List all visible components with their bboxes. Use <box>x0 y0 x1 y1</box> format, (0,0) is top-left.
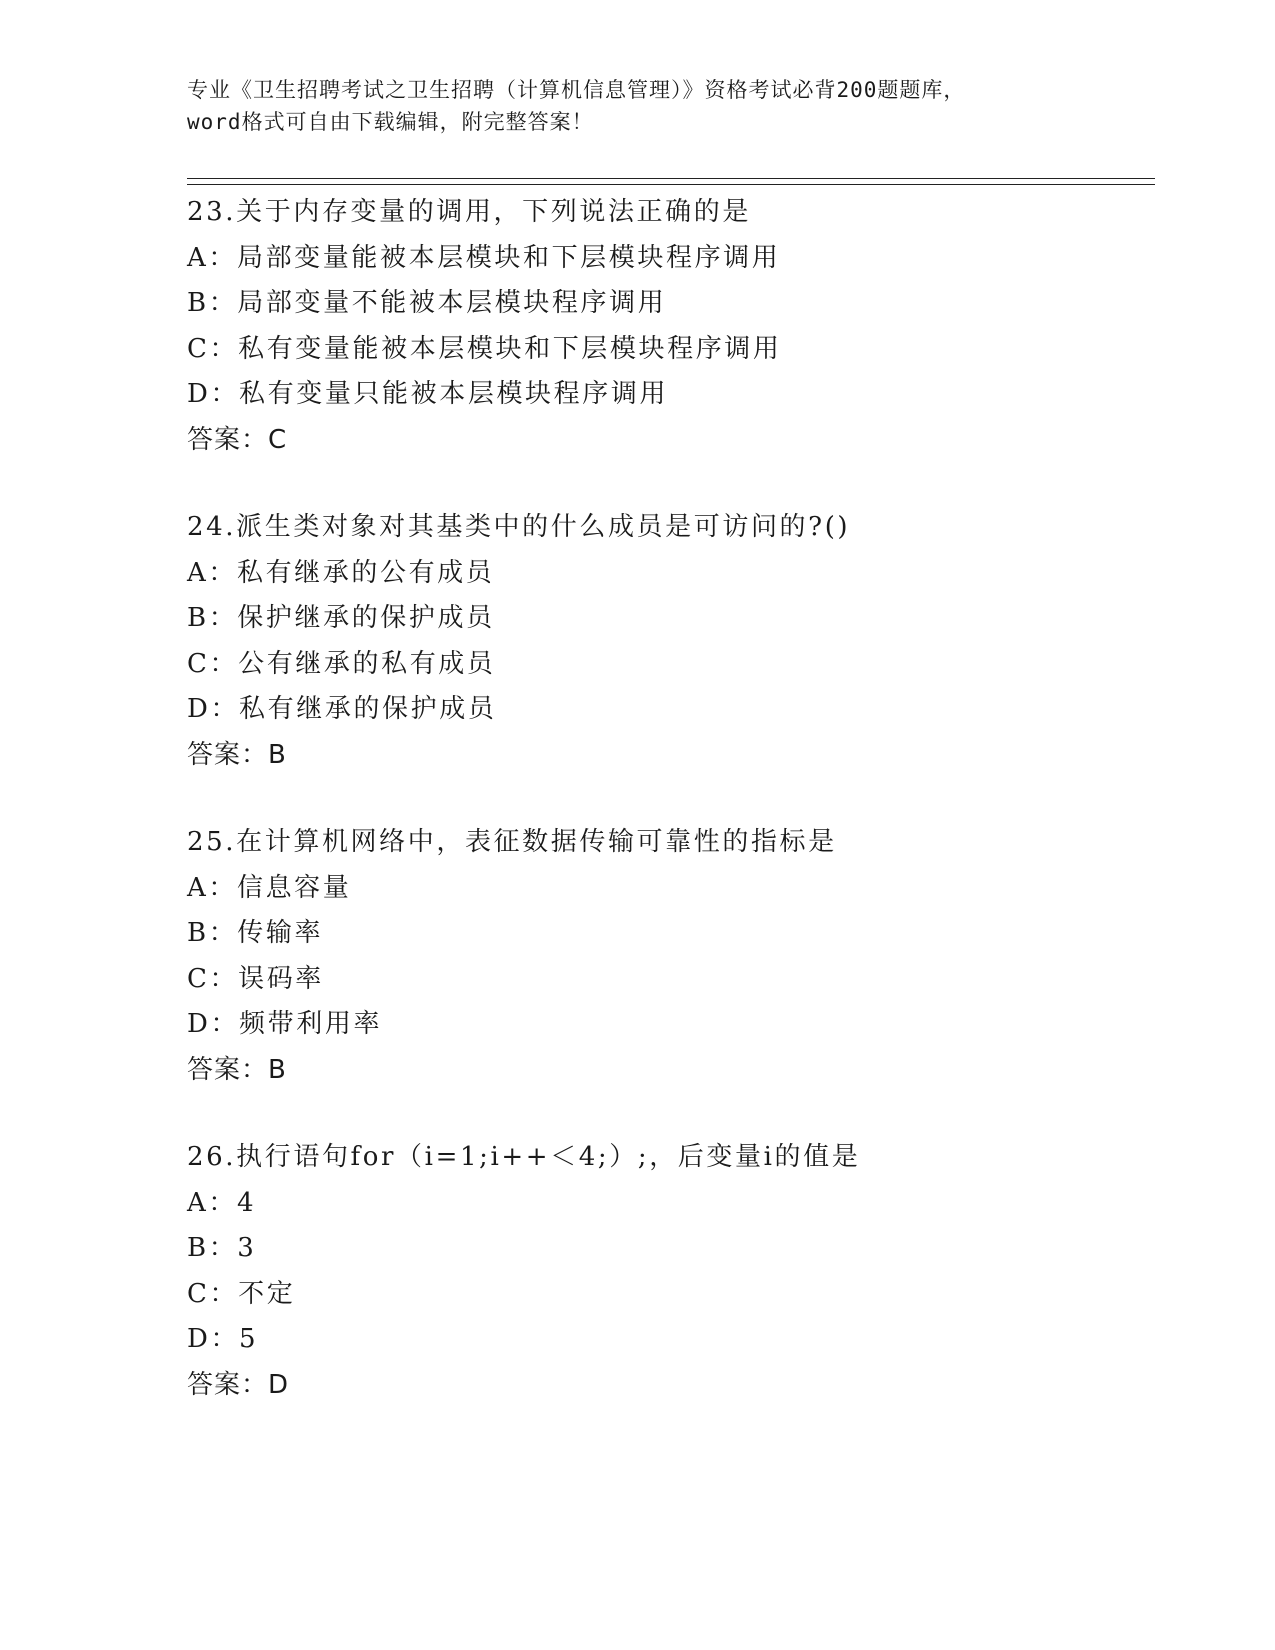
question-stem: 24.派生类对象对其基类中的什么成员是可访问的?() <box>187 512 851 542</box>
option-a: A：局部变量能被本层模块和下层模块程序调用 <box>187 242 781 273</box>
option-b: B：传输率 <box>187 918 324 948</box>
answer-line: 答案：B <box>187 1054 287 1085</box>
answer-line: 答案：B <box>187 739 287 770</box>
answer-line: 答案：C <box>187 424 288 455</box>
option-a: A：4 <box>187 1187 257 1218</box>
option-b: B：局部变量不能被本层模块程序调用 <box>187 288 667 318</box>
header-divider <box>187 178 1155 185</box>
question-26 <box>187 1135 1147 1408</box>
question-24 <box>187 505 1147 778</box>
header-title-line-1: 专业《卫生招聘考试之卫生招聘（计算机信息管理）》资格考试必背200题题库， <box>187 78 966 102</box>
question-list <box>187 190 1147 1450</box>
option-c: C：不定 <box>187 1278 296 1309</box>
option-a: A：信息容量 <box>187 872 352 903</box>
question-stem: 26.执行语句for（i=1;i++＜4;）;，后变量i的值是 <box>187 1142 861 1172</box>
option-c: C：公有继承的私有成员 <box>187 648 496 679</box>
option-a: A：私有继承的公有成员 <box>187 557 495 588</box>
question-stem: 23.关于内存变量的调用，下列说法正确的是 <box>187 197 751 227</box>
option-d: D：私有变量只能被本层模块程序调用 <box>187 379 669 409</box>
header-title-line-2: word格式可自由下载编辑，附完整答案！ <box>187 110 594 134</box>
question-stem: 25.在计算机网络中，表征数据传输可靠性的指标是 <box>187 827 837 857</box>
document-header <box>187 74 1087 138</box>
option-d: D：5 <box>187 1324 259 1354</box>
option-d: D：私有继承的保护成员 <box>187 694 497 724</box>
option-b: B：3 <box>187 1233 257 1263</box>
option-b: B：保护继承的保护成员 <box>187 603 495 633</box>
option-d: D：频带利用率 <box>187 1009 383 1039</box>
question-25 <box>187 820 1147 1093</box>
option-c: C：误码率 <box>187 963 324 994</box>
option-c: C：私有变量能被本层模块和下层模块程序调用 <box>187 333 782 364</box>
answer-line: 答案：D <box>187 1369 290 1400</box>
question-23 <box>187 190 1147 463</box>
